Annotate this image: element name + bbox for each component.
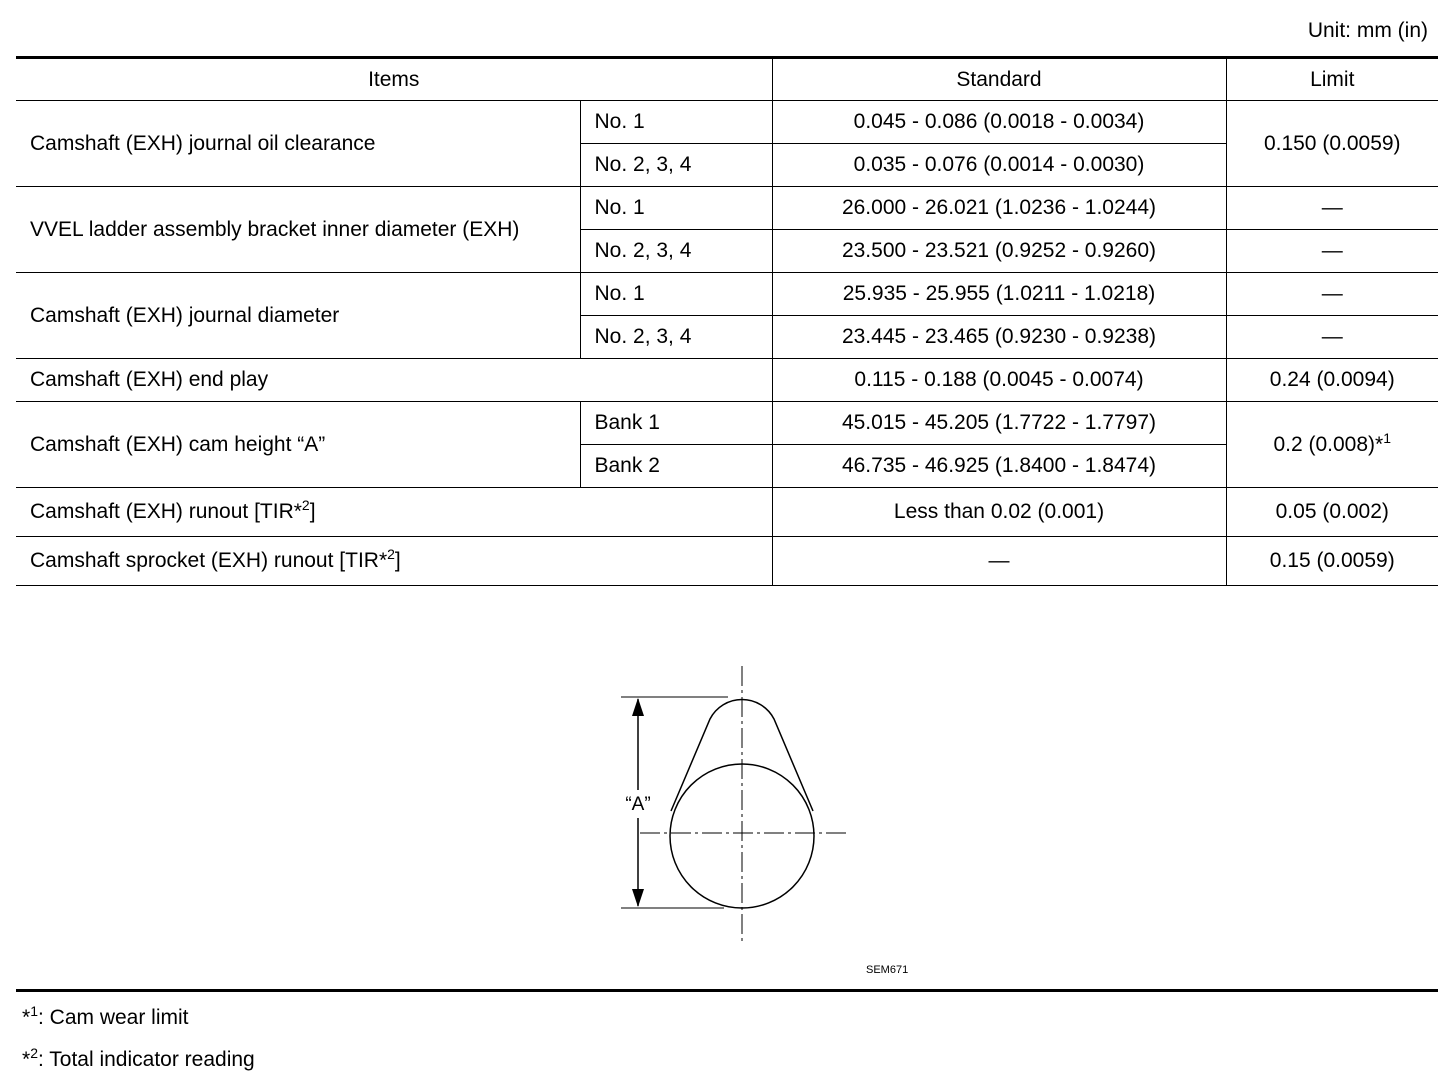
row-limit-value: 0.05 (0.002) [1226,488,1438,537]
table-header-row [16,58,1438,101]
unit-label: Unit: mm (in) [1307,19,1428,42]
footnote-ref: 2 [387,546,395,562]
row-sub-label: No. 2, 3, 4 [580,230,772,273]
table-row [16,488,1438,537]
row-standard-value: 0.035 - 0.076 (0.0014 - 0.0030) [772,144,1226,187]
item-text: Camshaft (EXH) runout [TIR* [30,500,302,523]
arrow-down-icon [632,889,644,907]
row-limit-value: — [1226,187,1438,230]
row-sub-label: No. 1 [580,101,772,144]
camshaft-spec-table [16,56,1438,586]
row-standard-value: 0.045 - 0.086 (0.0018 - 0.0034) [772,101,1226,144]
row-sub-label: No. 2, 3, 4 [580,144,772,187]
row-item-label: VVEL ladder assembly bracket inner diameter (EXH) [16,187,580,273]
row-item-label: Camshaft (EXH) end play [16,359,772,402]
figure-code: SEM671 [866,964,909,976]
row-limit-value: 0.150 (0.0059) [1226,101,1438,187]
row-limit-value: 0.15 (0.0059) [1226,537,1438,586]
footnote-mark: * [22,1048,31,1071]
row-sub-label: Bank 2 [580,445,772,488]
footnote-ref: 2 [301,497,310,513]
footnote-2 [22,1045,255,1072]
row-standard-value: 23.445 - 23.465 (0.9230 - 0.9238) [772,316,1226,359]
header-standard: Standard [772,58,1226,101]
footnote-text: : Cam wear limit [37,1006,189,1029]
row-sub-label: No. 1 [580,187,772,230]
row-limit-value: — [1226,230,1438,273]
row-sub-label: Bank 1 [580,402,772,445]
row-standard-value: 45.015 - 45.205 (1.7722 - 1.7797) [772,402,1226,445]
table-row [16,537,1438,586]
row-standard-value: 46.735 - 46.925 (1.8400 - 1.8474) [772,445,1226,488]
item-text-end: ] [309,500,316,523]
row-limit-value: — [1226,273,1438,316]
row-standard-value: 23.500 - 23.521 (0.9252 - 0.9260) [772,230,1226,273]
footnote-divider [16,989,1438,992]
arrow-up-icon [632,698,644,716]
row-sub-label: No. 2, 3, 4 [580,316,772,359]
footnote-number: 2 [30,1045,38,1061]
footnote-mark: * [22,1006,31,1029]
table-row [16,273,1438,316]
dimension-label-a: “A” [625,794,651,815]
row-item-label: Camshaft (EXH) journal oil clearance [16,101,580,187]
row-standard-value: — [772,537,1226,586]
footnote-text: : Total indicator reading [37,1048,255,1071]
table-row [16,359,1438,402]
table-row [16,402,1438,445]
footnote-ref: 1 [1383,429,1392,446]
limit-text: 0.2 (0.008)* [1273,432,1384,456]
row-standard-value: Less than 0.02 (0.001) [772,488,1226,537]
row-standard-value: 0.115 - 0.188 (0.0045 - 0.0074) [772,359,1226,402]
row-standard-value: 25.935 - 25.955 (1.0211 - 1.0218) [772,273,1226,316]
item-text: Camshaft sprocket (EXH) runout [TIR* [30,549,388,572]
footnote-number: 1 [30,1003,38,1019]
row-standard-value: 26.000 - 26.021 (1.0236 - 1.0244) [772,187,1226,230]
footnote-1 [22,1003,189,1030]
row-item-label [16,537,772,586]
cam-height-diagram [600,660,860,950]
table-row [16,101,1438,144]
row-sub-label: No. 1 [580,273,772,316]
row-item-label [16,488,772,537]
item-text-end: ] [394,549,401,572]
row-limit-value: 0.24 (0.0094) [1226,359,1438,402]
row-limit-value [1226,402,1438,488]
row-item-label: Camshaft (EXH) cam height “A” [16,402,580,488]
table-row [16,187,1438,230]
header-limit: Limit [1226,58,1438,101]
header-items: Items [16,58,772,101]
row-item-label: Camshaft (EXH) journal diameter [16,273,580,359]
row-limit-value: — [1226,316,1438,359]
